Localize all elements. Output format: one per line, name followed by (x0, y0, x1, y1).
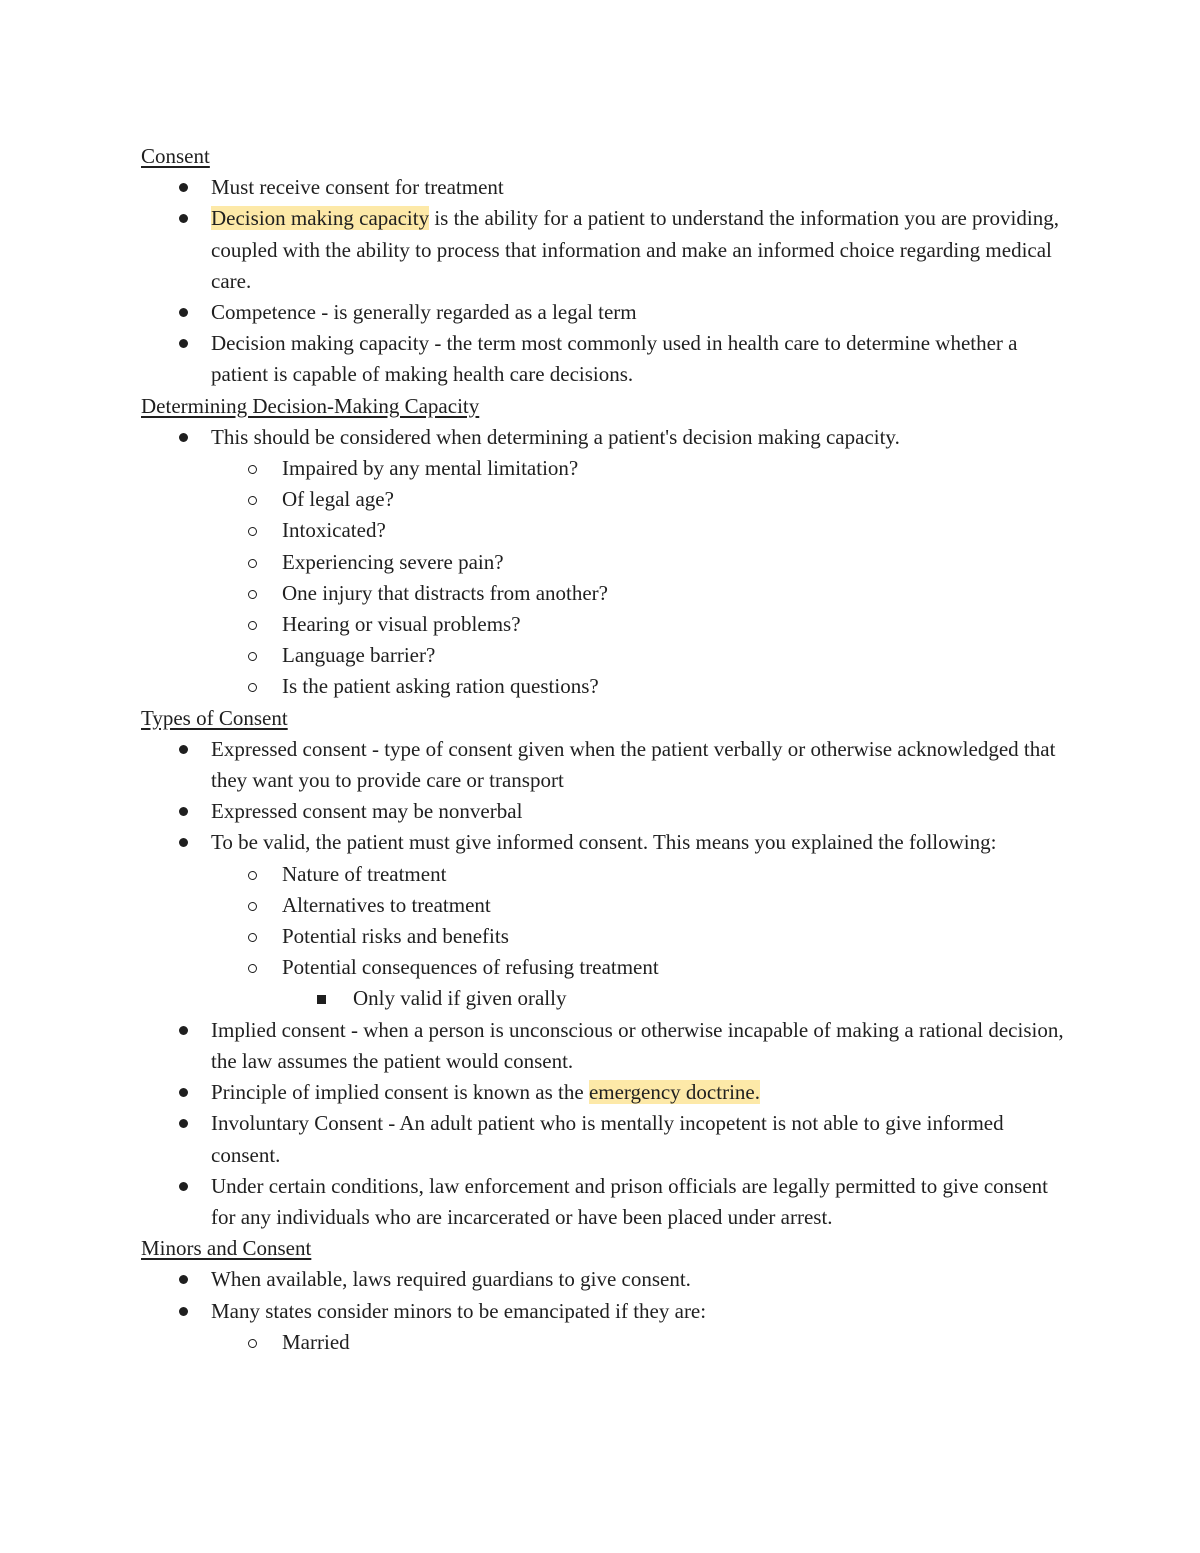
highlighted-term: emergency doctrine. (588, 1080, 760, 1105)
list-item (141, 203, 1071, 297)
sub-list-item (141, 890, 1071, 921)
circle-bullet-icon (248, 871, 257, 880)
list-item-text: Potential consequences of refusing treatment (282, 955, 659, 980)
list-item-text: Expressed consent may be nonverbal (211, 799, 523, 824)
bullet-icon (179, 1119, 188, 1128)
bullet-icon (179, 339, 188, 348)
sub-list-item (141, 671, 1071, 702)
list-item-text: When available, laws required guardians to give consent. (211, 1267, 691, 1292)
list-item (141, 297, 1071, 328)
sub-list-item (141, 640, 1071, 671)
list-item-text: Decision making capacity - the term most commonly used in health care to determine whether a patient is capable of making health care decisions. (211, 331, 1018, 387)
list-item-text: Alternatives to treatment (282, 892, 491, 917)
list-item (141, 1108, 1071, 1170)
circle-bullet-icon (248, 652, 257, 661)
circle-bullet-icon (248, 559, 257, 568)
sub-list-item (141, 1327, 1071, 1358)
list-item (141, 328, 1071, 390)
sub-list-item (141, 547, 1071, 578)
bullet-icon (179, 838, 188, 847)
bullet-icon (179, 745, 188, 754)
bullet-icon (179, 1307, 188, 1316)
bullet-icon (179, 1182, 188, 1191)
list-item-text: Competence - is generally regarded as a legal term (211, 300, 637, 325)
list-item-text: Implied consent - when a person is unconscious or otherwise incapable of making a rational decision, the law assumes the patient would consent. (211, 1017, 1064, 1073)
bullet-icon (179, 183, 188, 192)
sub-sub-list-item (141, 983, 1071, 1014)
list-item (141, 734, 1071, 796)
circle-bullet-icon (248, 465, 257, 474)
list-item (141, 796, 1071, 827)
list-item-text: Impaired by any mental limitation? (282, 456, 579, 481)
sub-list-item (141, 921, 1071, 952)
list-item (141, 422, 1071, 453)
bullet-icon (179, 1275, 188, 1284)
list-item (141, 1264, 1071, 1295)
list-item (141, 1171, 1071, 1233)
heading-minors-and-consent: Minors and Consent (141, 1236, 312, 1261)
bullet-icon (179, 433, 188, 442)
list-minors (141, 1264, 1071, 1358)
list-determining (141, 422, 1071, 703)
list-item (141, 172, 1071, 203)
list-item-text: Of legal age? (282, 487, 394, 512)
circle-bullet-icon (248, 933, 257, 942)
sub-list-item (141, 609, 1071, 640)
circle-bullet-icon (248, 621, 257, 630)
list-item-text: One injury that distracts from another? (282, 580, 608, 605)
circle-bullet-icon (248, 496, 257, 505)
sub-list-item (141, 484, 1071, 515)
list-consent (141, 172, 1071, 390)
list-item-text: Expressed consent - type of consent given when the patient verbally or otherwise acknowledged that they want you to provide care or transport (211, 736, 1056, 793)
list-item (141, 1296, 1071, 1327)
document-body (141, 141, 1071, 1358)
list-item-text: To be valid, the patient must give informed consent. This means you explained the following: (211, 830, 997, 855)
heading-consent: Consent (141, 144, 210, 168)
list-item-text: Intoxicated? (282, 518, 386, 543)
list-item-text: is the ability for a patient to understand the information you are providing, coupled with the ability to process that information and make an informed choice regarding medical care. (211, 206, 1059, 293)
circle-bullet-icon (248, 527, 257, 536)
bullet-icon (179, 214, 188, 223)
list-item-text: Experiencing severe pain? (282, 549, 504, 574)
sub-list-item (141, 453, 1071, 484)
heading-determining-capacity: Determining Decision-Making Capacity (141, 393, 480, 418)
circle-bullet-icon (248, 964, 257, 973)
highlighted-term: Decision making capacity (211, 206, 430, 231)
list-item-text: Married (282, 1329, 350, 1354)
square-bullet-icon (317, 995, 326, 1004)
sub-list-item (141, 515, 1071, 546)
list-item-text: Hearing or visual problems? (282, 612, 521, 637)
list-item-text: Must receive consent for treatment (211, 175, 504, 200)
list-item-text: Language barrier? (282, 643, 436, 668)
list-item-text: Is the patient asking ration questions? (282, 674, 599, 699)
list-types (141, 734, 1071, 1233)
heading-types-of-consent: Types of Consent (141, 705, 288, 730)
list-item-text: Only valid if given orally (353, 986, 567, 1011)
circle-bullet-icon (248, 902, 257, 911)
circle-bullet-icon (248, 1339, 257, 1348)
sub-list-item (141, 859, 1071, 890)
bullet-icon (179, 308, 188, 317)
sub-list-item (141, 952, 1071, 983)
circle-bullet-icon (248, 683, 257, 692)
bullet-icon (179, 1026, 188, 1035)
list-item-text: Potential risks and benefits (282, 924, 509, 949)
list-item (141, 1077, 1071, 1108)
bullet-icon (179, 1088, 188, 1097)
list-item-text: Involuntary Consent - An adult patient who is mentally incopetent is not able to give informed consent. (211, 1111, 1004, 1167)
list-item-text: This should be considered when determining a patient's decision making capacity. (211, 424, 900, 449)
list-item (141, 827, 1071, 858)
list-item-text: Under certain conditions, law enforcement and prison officials are legally permitted to give consent for any individuals who are incarcerated or have been placed under arrest. (211, 1173, 1048, 1229)
circle-bullet-icon (248, 590, 257, 599)
list-item (141, 1015, 1071, 1077)
list-item-text: Principle of implied consent is known as the (211, 1080, 589, 1105)
list-item-text: Nature of treatment (282, 861, 447, 886)
sub-list-item (141, 578, 1071, 609)
bullet-icon (179, 807, 188, 816)
list-item-text: Many states consider minors to be emancipated if they are: (211, 1298, 707, 1323)
